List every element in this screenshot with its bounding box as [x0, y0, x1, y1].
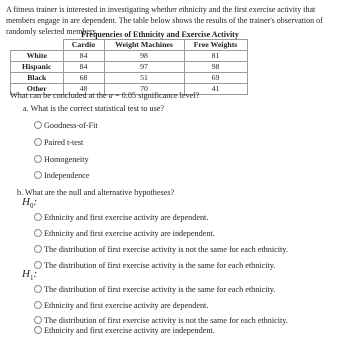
- table-cell: 84: [63, 62, 104, 73]
- option-label: Paired t-test: [44, 138, 84, 147]
- test-option-paired-t-test[interactable]: [34, 137, 83, 148]
- radio-button[interactable]: [34, 213, 42, 221]
- table-cell: 51: [104, 73, 184, 84]
- table-cell: 98: [184, 62, 247, 73]
- h1-option-independent[interactable]: [34, 325, 215, 336]
- option-label: The distribution of first exercise activity is not the same for each ethnicity.: [44, 245, 288, 254]
- test-option-independence[interactable]: [34, 170, 89, 181]
- table-cell: 97: [104, 62, 184, 73]
- table-cell: 70: [104, 84, 184, 95]
- h1-symbol: H: [22, 268, 30, 280]
- alpha-symbol: α: [108, 91, 113, 100]
- question-prefix: What can be concluded at the: [10, 91, 109, 100]
- table-cell: 81: [184, 51, 247, 62]
- table-corner: [11, 40, 64, 51]
- row-header: White: [11, 51, 64, 62]
- test-option-homogeneity[interactable]: [34, 154, 89, 165]
- radio-button[interactable]: [34, 155, 42, 163]
- h1-option-same[interactable]: [34, 284, 275, 295]
- h0-symbol: H: [22, 196, 30, 208]
- option-label: Ethnicity and first exercise activity are independent.: [44, 229, 215, 238]
- column-header: Weight Machines: [104, 40, 184, 51]
- table-cell: 68: [63, 73, 104, 84]
- radio-button[interactable]: [34, 121, 42, 129]
- radio-button[interactable]: [34, 245, 42, 253]
- null-hypothesis-label: [22, 196, 37, 211]
- table-row: [11, 73, 248, 84]
- h0-colon: :: [33, 196, 38, 208]
- option-label: The distribution of first exercise activity is the same for each ethnicity.: [44, 261, 276, 270]
- radio-button[interactable]: [34, 301, 42, 309]
- part-a-label: a. What is the correct statistical test to use?: [23, 104, 165, 113]
- row-header: Black: [11, 73, 64, 84]
- option-label: Ethnicity and first exercise activity are independent.: [44, 326, 215, 335]
- radio-button[interactable]: [34, 171, 42, 179]
- part-b-label: b. What are the null and alternative hypotheses?: [17, 188, 175, 197]
- radio-button[interactable]: [34, 326, 42, 334]
- significance-question: [10, 91, 199, 101]
- table-cell: 41: [184, 84, 247, 95]
- h0-option-same[interactable]: [34, 260, 275, 271]
- table-cell: 98: [104, 51, 184, 62]
- column-header: Free Weights: [184, 40, 247, 51]
- option-label: Ethnicity and first exercise activity are dependent.: [44, 213, 209, 222]
- option-label: Independence: [44, 171, 90, 180]
- h0-subscript: 0: [29, 202, 34, 211]
- h1-option-dependent[interactable]: [34, 300, 208, 311]
- h0-option-not-same[interactable]: [34, 244, 288, 255]
- option-label: The distribution of first exercise activity is the same for each ethnicity.: [44, 285, 276, 294]
- radio-button[interactable]: [34, 285, 42, 293]
- problem-intro: A fitness trainer is interested in investigating whether ethnicity and the first exercise activity that members engage in are dependent. The table below shows the results of the trainer's observation of randomly selected members.: [6, 5, 323, 36]
- table-cell: 48: [63, 84, 104, 95]
- table-title: Frequencies of Ethnicity and Exercise Activity: [81, 30, 239, 39]
- question-suffix: = 0.05 significance level?: [112, 91, 200, 100]
- row-header: Hispanic: [11, 62, 64, 73]
- frequency-table: [10, 39, 248, 95]
- option-label: The distribution of first exercise activity is not the same for each ethnicity.: [44, 316, 288, 325]
- test-option-goodness-of-fit[interactable]: [34, 120, 98, 131]
- h1-colon: :: [33, 268, 38, 280]
- table-cell: 84: [63, 51, 104, 62]
- alternative-hypothesis-label: [22, 268, 37, 283]
- option-label: Homogeneity: [44, 155, 89, 164]
- h1-subscript: 1: [29, 274, 34, 283]
- table-row: [11, 62, 248, 73]
- radio-button[interactable]: [34, 229, 42, 237]
- h0-option-dependent[interactable]: [34, 212, 208, 223]
- option-label: Ethnicity and first exercise activity are dependent.: [44, 301, 209, 310]
- column-header: Cardio: [63, 40, 104, 51]
- table-cell: 69: [184, 73, 247, 84]
- table-row: [11, 51, 248, 62]
- radio-button[interactable]: [34, 138, 42, 146]
- table-header-row: [11, 40, 248, 51]
- row-header: Other: [11, 84, 64, 95]
- option-label: Goodness-of-Fit: [44, 121, 98, 130]
- radio-button[interactable]: [34, 316, 42, 324]
- h0-option-independent[interactable]: [34, 228, 215, 239]
